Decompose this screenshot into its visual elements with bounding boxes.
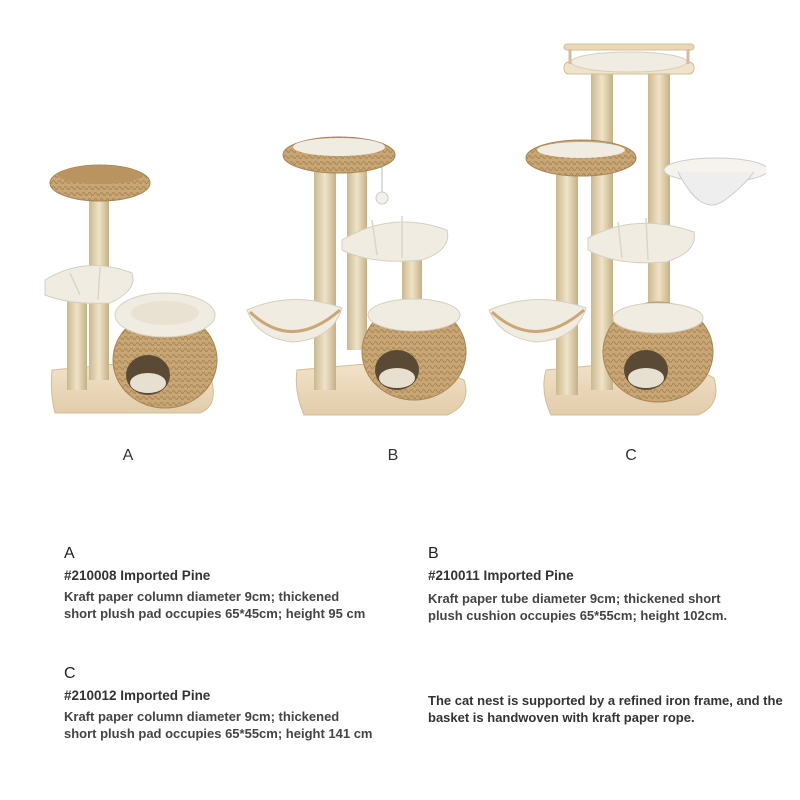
spec-description: Kraft paper column diameter 9cm; thickened short plush pad occupies 65*55cm; height 141 cm bbox=[64, 709, 373, 741]
variant-label-c: C bbox=[625, 447, 637, 464]
spec-c bbox=[64, 665, 394, 742]
nest-note: The cat nest is supported by a refined iron frame, and the basket is handwoven with kraft paper rope. bbox=[428, 693, 783, 725]
spec-description: Kraft paper tube diameter 9cm; thickened short plush cushion occupies 65*55cm; height 102cm. bbox=[428, 591, 728, 623]
spec-a bbox=[64, 545, 394, 622]
variant-label-a: A bbox=[122, 447, 134, 464]
spec-letter: C bbox=[64, 665, 76, 682]
spec-b bbox=[428, 545, 758, 624]
spec-description: Kraft paper column diameter 9cm; thickened short plush pad occupies 65*45cm; height 95 cm bbox=[64, 589, 366, 621]
variant-label-b: B bbox=[387, 447, 399, 464]
spec-letter: A bbox=[64, 545, 75, 562]
spec-letter: B bbox=[428, 545, 439, 562]
spec-code: #210008 Imported Pine bbox=[64, 568, 211, 583]
cat-tree-c-image bbox=[486, 40, 766, 425]
cat-tree-b-image bbox=[242, 130, 472, 425]
cat-tree-a-image bbox=[40, 155, 230, 425]
spec-code: #210012 Imported Pine bbox=[64, 688, 211, 703]
spec-code: #210011 Imported Pine bbox=[428, 568, 574, 583]
